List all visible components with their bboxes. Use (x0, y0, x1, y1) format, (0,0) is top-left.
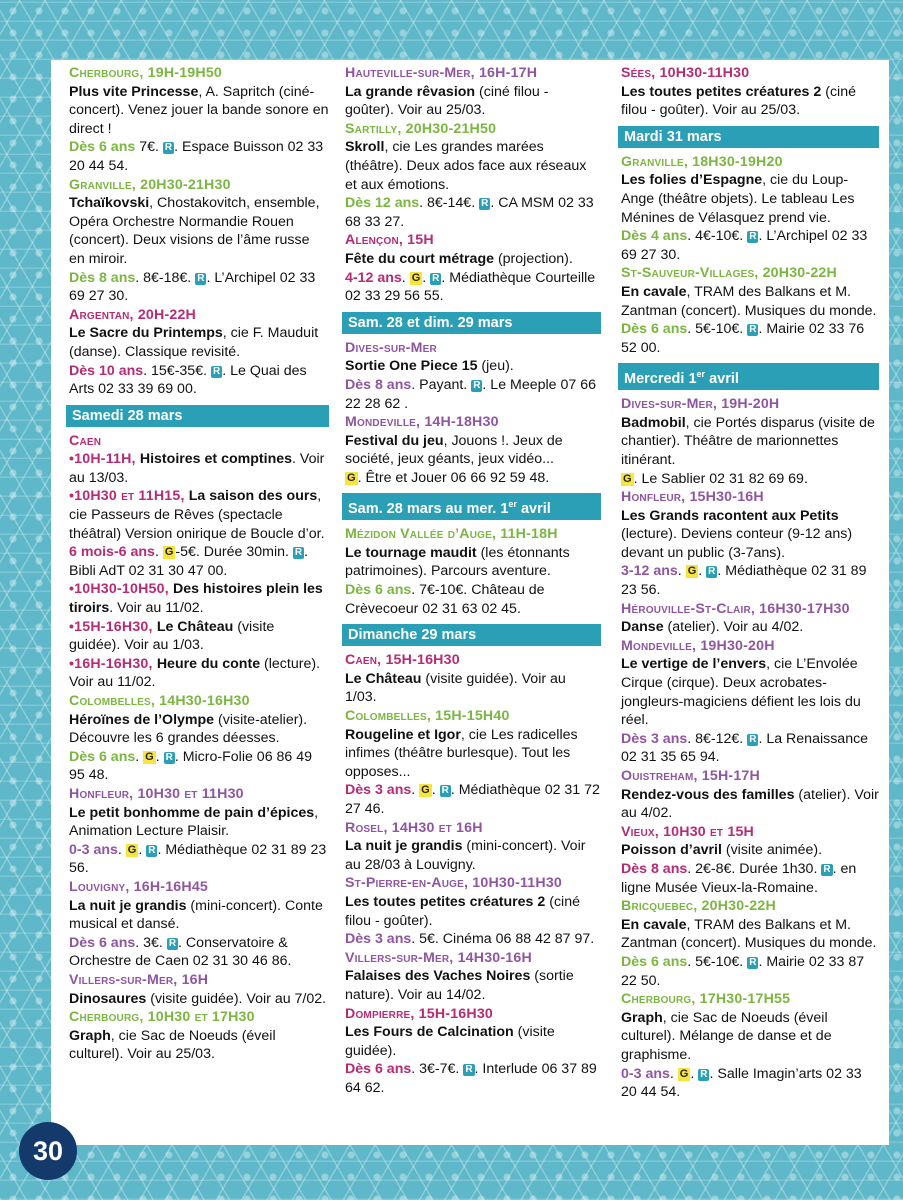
age-range: 4-12 ans (345, 269, 402, 286)
event-description: , Animation Lecture Plaisir. (69, 804, 319, 840)
separator: . (135, 748, 144, 765)
event-title: Les Fours de Calcination (345, 1024, 514, 1041)
event-location: Caen, 15H-16H30 (345, 652, 460, 669)
reservation-badge: R (441, 785, 449, 797)
separator: . (401, 269, 410, 286)
event-st-sauveur-cavale (621, 264, 879, 357)
event-title: Badmobil (621, 414, 686, 431)
price-info: . 4€-10€. (687, 228, 748, 245)
event-colombelles-rougeline (345, 707, 601, 819)
event-description: (sortie nature). Voir au 14/02. (345, 968, 574, 1003)
event-honfleur-bonhomme (69, 785, 329, 878)
event-location: Cherbourg, 19H-19H50 (69, 65, 223, 81)
event-location: Granville, 18H30-19H20 (621, 153, 783, 170)
reservation-badge: R (708, 566, 716, 578)
day-header-mardi-31: Mardi 31 mars (618, 126, 879, 148)
reservation-badge: R (749, 733, 757, 745)
venue-info: . en ligne Musée Vieux-la-Romaine. (621, 860, 857, 896)
event-rosel-nuit (345, 819, 601, 875)
event-title: Les folies d’Espagne (621, 172, 763, 189)
separator: . (117, 841, 126, 858)
age-range: Dès 3 ans (345, 931, 412, 948)
event-location: St-Sauveur-Villages, 20H30-22H (621, 265, 837, 282)
free-badge: G (421, 784, 430, 797)
price-info: . 5€-10€. (687, 953, 748, 970)
age-range: 0-3 ans (621, 1065, 670, 1082)
event-description: , cie Les radicelles infimes (théâtre burlesque). Tout les opposes... (345, 726, 578, 780)
event-sartilly-skroll (345, 120, 601, 232)
event-location: Rosel, 14H30 et 16H (345, 819, 483, 836)
venue-info: . Médiathèque 02 31 72 27 46. (345, 782, 600, 818)
price-info: . 3€. (135, 934, 167, 951)
age-range: Dès 6 ans (345, 582, 412, 599)
event-title: Le Sacre du Printemps (69, 325, 223, 342)
event-title: En cavale (621, 916, 687, 933)
event-caen-chateau (345, 651, 601, 707)
event-time: •16H-16H30, (69, 655, 157, 672)
free-badge: G (687, 565, 697, 578)
separator: . (138, 841, 147, 858)
separator: . (431, 782, 440, 799)
venue-info: . Espace Buisson 02 33 20 44 54. (69, 139, 324, 174)
event-location: Sées, 10H30-11H30 (621, 65, 750, 81)
free-badge: G (164, 546, 174, 559)
reservation-badge: R (212, 365, 221, 377)
reservation-badge: R (197, 272, 205, 284)
free-badge: G (411, 271, 421, 284)
event-louvigny-nuit (69, 878, 329, 971)
event-location: Ouistreham, 15H-17H (621, 768, 760, 785)
event-description: , cie L’Envolée Cirque (cirque). Deux acrobates-jongleurs-magiciens défient les lois du réel. (621, 656, 861, 729)
reservation-badge: R (294, 547, 303, 559)
event-cherbourg-graph (69, 1008, 329, 1064)
event-title: La saison des ours (188, 488, 318, 505)
column-2 (345, 64, 601, 1098)
day-header-dimanche-29: Dimanche 29 mars (342, 624, 601, 646)
venue-info: . Le Quai des Arts 02 33 39 69 00. (69, 362, 307, 398)
event-title: Histoires et comptines (139, 451, 293, 468)
event-villers-falaises (345, 949, 601, 1005)
header-text-end: avril (705, 371, 739, 388)
price-info: . 8€-18€. (135, 269, 196, 286)
event-title: Les toutes petites créatures 2 (345, 893, 546, 910)
event-location: St-Pierre-en-Auge, 10H30-11H30 (345, 875, 563, 892)
free-badge: G (623, 472, 632, 485)
event-location: Dives-sur-Mer, 19H-20H (621, 396, 780, 413)
event-description: . Voir au 11/02. (109, 600, 204, 617)
event-description: (atelier). Voir au 4/02. (663, 619, 804, 636)
event-title: Le Château (156, 618, 234, 635)
venue-info: . Médiathèque Courteille 02 33 29 56 55. (345, 269, 596, 305)
free-badge: G (127, 843, 137, 856)
event-title: Les toutes petites créatures 2 (621, 83, 822, 100)
age-range: Dès 3 ans (621, 730, 688, 747)
reservation-badge: R (168, 937, 177, 949)
event-title: Héroïnes de l’Olympe (69, 711, 215, 728)
age-range: Dès 6 ans (621, 953, 688, 970)
event-title: Dinosaures (69, 990, 147, 1007)
age-range: Dès 8 ans (345, 376, 412, 393)
event-title: Falaises des Vaches Noires (345, 968, 531, 985)
price-info: . 7€-10€. Château de Crèvecoeur 02 31 63 02 45. (345, 582, 545, 617)
separator: . (677, 563, 686, 580)
event-location: Hauteville-sur-Mer, 16H-17H (345, 65, 538, 81)
event-argentan-sacre (69, 306, 329, 399)
venue-info: . Interlude 06 37 89 64 62. (345, 1061, 597, 1096)
free-badge: G (145, 750, 154, 763)
event-location: Honfleur, 15H30-16H (621, 489, 764, 506)
event-description: , Chostakovitch, ensemble, Opéra Orchestre Normandie Rouen (concert). Deux visions de l’âme russe en miroir. (69, 195, 320, 267)
event-location: Villers-sur-Mer, 14H30-16H (345, 949, 532, 966)
header-sup: er (696, 369, 706, 380)
event-location: Dives-sur-Mer (345, 339, 437, 356)
venue-info: . Être et Jouer 06 66 92 59 48. (357, 469, 550, 486)
event-cherbourg-princesse (69, 64, 329, 176)
price-info: -5€. Durée 30min. (175, 544, 293, 561)
event-description: (visite guidée). (345, 1024, 555, 1059)
reservation-badge: R (465, 1064, 473, 1076)
age-range: Dès 3 ans (345, 782, 412, 799)
event-mondeville-vertige (621, 637, 879, 767)
age-range: Dès 8 ans (621, 860, 688, 877)
event-herouville-danse (621, 600, 879, 637)
event-description: (visite animée). (721, 842, 823, 859)
event-title: Le Château (345, 670, 422, 687)
event-title: Festival du jeu (345, 432, 444, 449)
event-description: , cie Sac de Noeuds (éveil culturel). Voir au 25/03. (69, 1027, 276, 1063)
event-description: (mini-concert). Voir au 28/03 à Louvigny. (345, 838, 586, 873)
age-range: 0-3 ans (69, 841, 118, 858)
agenda-page (51, 60, 889, 1145)
event-description: (visite guidée). Voir au 1/03. (69, 618, 275, 654)
event-colombelles-heroines (69, 692, 329, 785)
event-dompierre-fours (345, 1005, 601, 1098)
event-mezidon-tournage (345, 525, 601, 618)
event-title: La grande rêvasion (345, 83, 476, 100)
event-location: Colombelles, 14H30-16H30 (69, 693, 250, 709)
event-time: •10H30-10H50, (69, 581, 173, 598)
event-location: Alençon, 15H (345, 232, 434, 249)
event-title: Des histoires plein les tiroirs (69, 581, 323, 617)
event-dives-badmobil (621, 395, 879, 488)
event-title: Fête du court métrage (345, 250, 494, 267)
event-villers-dinosaures (69, 971, 329, 1008)
event-description: , Jouons !. Jeux de société, jeux géants, jeux vidéo... (345, 432, 563, 468)
day-header-sam-mer (342, 493, 601, 520)
separator: . (669, 1065, 678, 1082)
event-title: Graph (69, 1027, 111, 1044)
event-vieux-poisson (621, 823, 879, 897)
day-header-samedi-28: Samedi 28 mars (66, 405, 329, 427)
event-title: Le vertige de l’envers (621, 656, 767, 673)
event-sees-creatures (621, 64, 879, 120)
separator: . (690, 1065, 699, 1082)
event-location: Granville, 20H30-21H30 (69, 176, 231, 193)
event-description: (projection). (494, 250, 573, 267)
event-title: Danse (621, 619, 664, 636)
event-description: (mini-concert). Conte musical et dansé. (69, 897, 323, 933)
event-hauteville-revasion (345, 64, 601, 120)
venue-info: . Mairie 02 33 76 52 00. (621, 321, 865, 356)
price-info: . 5€-10€. (687, 321, 748, 338)
venue-info: . Conservatoire & Orchestre de Caen 02 31 30 46 86. (69, 934, 292, 970)
event-granville-tchaikovski (69, 176, 329, 306)
header-text: Mercredi 1 (624, 371, 697, 388)
age-range: Dès 6 ans (69, 748, 136, 765)
age-range: Dès 6 ans (69, 139, 136, 156)
venue-info: . CA MSM 02 33 68 33 27. (345, 195, 594, 230)
event-location: Vieux, 10H30 et 15H (621, 823, 754, 840)
price-info: 7€. (135, 139, 163, 156)
event-description: , cie Sac de Noeuds (éveil culturel). Mélange de danse et de graphisme. (621, 1009, 832, 1063)
event-location: Louvigny, 16H-16H45 (69, 878, 209, 895)
age-range: Dès 10 ans (69, 362, 144, 379)
event-description: , TRAM des Balkans et M. Zantman (concert). Musiques du monde. (621, 283, 877, 319)
price-info: . 3€-7€. (411, 1061, 464, 1078)
event-description: (lecture). Deviens conteur (9-12 ans) devant un public (3-7ans). (621, 526, 853, 561)
header-text-end: avril (516, 501, 551, 518)
price-info: . 8€-14€. (419, 195, 480, 212)
venue-info: . Le Meeple 07 66 22 28 62 . (345, 376, 597, 412)
event-dives-one-piece (345, 339, 601, 413)
event-description: , cie Passeurs de Rêves (spectacle théâtral) Version onirique de Boucle d’or. (69, 488, 325, 542)
age-range: Dès 8 ans (69, 269, 136, 286)
reservation-badge: R (164, 142, 173, 154)
event-description: , cie Portés disparus (visite de chantier). Théâtre de marionnettes itinérant. (621, 414, 875, 468)
event-caen-samedi (69, 432, 329, 692)
venue-info: . L’Archipel 02 33 69 27 30. (69, 269, 316, 305)
column-3 (621, 64, 879, 1102)
event-description: (ciné filou - goûter). (345, 893, 580, 929)
event-title: Les Grands racontent aux Petits (621, 507, 839, 524)
age-range: Dès 6 ans (621, 321, 688, 338)
event-description: (visite guidée). Voir au 1/03. (345, 670, 566, 706)
price-info: . 2€-8€. Durée 1h30. (687, 860, 822, 877)
venue-info: . Bibli AdT 02 31 30 47 00. (69, 544, 309, 579)
venue-info: . La Renaissance 02 31 35 65 94. (621, 730, 869, 766)
event-location: Mondeville, 14H-18H30 (345, 414, 499, 431)
event-time: •15H-16H30, (69, 618, 157, 635)
event-description: (jeu). (477, 358, 514, 375)
header-sup: er (508, 499, 517, 510)
event-granville-folies (621, 153, 879, 265)
header-text: Sam. 28 mars au mer. 1 (348, 501, 509, 518)
venue-info: . Le Sablier 02 31 82 69 69. (633, 470, 808, 487)
event-title: Rendez-vous des familles (621, 786, 795, 803)
separator: . (154, 544, 163, 561)
reservation-badge: R (148, 844, 156, 856)
event-title: Skroll (345, 139, 385, 156)
day-header-sam-dim: Sam. 28 et dim. 29 mars (342, 312, 601, 334)
free-badge: G (347, 471, 356, 484)
event-description: (les étonnants patrimoines). Parcours aventure. (345, 544, 570, 580)
venue-info: . Médiathèque 02 31 89 23 56. (621, 563, 867, 599)
event-description: (ciné filou - goûter). Voir au 25/03. (345, 83, 549, 119)
event-location: Mondeville, 19H30-20H (621, 637, 775, 654)
event-description: . Voir au 13/03. (69, 451, 325, 486)
separator: . (411, 782, 420, 799)
event-location: Cherbourg, 17H30-17H55 (621, 991, 791, 1008)
price-info: . Payant. (411, 376, 472, 393)
event-mondeville-festival-jeu (345, 413, 601, 487)
age-range: 6 mois-6 ans (69, 544, 155, 561)
venue-info: . L’Archipel 02 33 69 27 30. (621, 228, 868, 263)
event-description: (lecture). Voir au 11/02. (69, 655, 321, 691)
separator: . (698, 563, 707, 580)
event-ouistreham-rdv (621, 767, 879, 823)
event-title: Sortie One Piece 15 (345, 358, 478, 375)
event-description: (ciné filou - goûter). Voir au 25/03. (621, 83, 856, 119)
venue-info: . Médiathèque 02 31 89 23 56. (69, 841, 327, 877)
reservation-badge: R (700, 1068, 708, 1080)
reservation-badge: R (749, 324, 757, 336)
event-st-pierre-creatures (345, 874, 601, 948)
reservation-badge: R (481, 198, 489, 210)
event-cherbourg-graph-mer (621, 990, 879, 1102)
event-location: Argentan, 20H-22H (69, 306, 197, 323)
event-description: , cie du Loup-Ange (théâtre objets). Le tableau Les Ménines de Vélasquez prend vie. (621, 172, 855, 226)
event-title: Plus vite Princesse (69, 83, 199, 100)
reservation-badge: R (473, 379, 481, 391)
reservation-badge: R (165, 751, 173, 763)
event-description: , A. Sapritch (ciné-concert). Venez jouer la bande sonore en direct ! (69, 83, 329, 137)
age-range: Dès 4 ans (621, 228, 688, 245)
venue-info: . Micro-Folie 06 86 49 95 48. (69, 748, 313, 784)
event-location: Caen (69, 432, 102, 449)
event-title: Poisson d’avril (621, 842, 722, 859)
event-description: (visite guidée). Voir au 7/02. (146, 990, 327, 1007)
event-location: Villers-sur-Mer, 16H (69, 971, 209, 988)
page-number: 30 (19, 1122, 77, 1180)
event-description: (visite-atelier). Découvre les 6 grandes déesses. (69, 711, 308, 747)
event-description: , cie F. Mauduit (danse). Classique revisité. (69, 325, 319, 360)
reservation-badge: R (432, 272, 440, 284)
reservation-badge: R (749, 956, 757, 968)
event-location: Mézidon Vallée d’Auge, 11H-18H (345, 526, 558, 543)
age-range: 3-12 ans (621, 563, 678, 580)
event-title: Rougeline et Igor (345, 726, 461, 743)
venue-info: . Mairie 02 33 87 22 50. (621, 953, 865, 989)
event-location: Sartilly, 20H30-21H50 (345, 120, 497, 137)
free-badge: G (679, 1067, 689, 1080)
event-location: Dompierre, 15H-16H30 (345, 1005, 494, 1022)
event-location: Colombelles, 15H-15H40 (345, 708, 510, 725)
column-1 (69, 64, 329, 1064)
event-honfleur-grands (621, 488, 879, 600)
event-title: Le tournage maudit (345, 544, 477, 561)
event-description: (atelier). Voir au 4/02. (621, 786, 879, 822)
event-title: Heure du conte (156, 655, 261, 672)
event-description: , TRAM des Balkans et M. Zantman (concert). Musiques du monde. (621, 916, 877, 952)
venue-info: . Salle Imagin’arts 02 33 20 44 54. (621, 1065, 862, 1101)
price-info: . 5€. Cinéma 06 88 42 87 97. (411, 931, 595, 948)
event-title: Tchaïkovski (69, 195, 150, 212)
event-description: , cie Les grandes marées (théâtre). Deux ados face aux réseaux et aux émotions. (345, 139, 587, 193)
price-info: . 8€-12€. (687, 730, 748, 747)
reservation-badge: R (749, 231, 757, 243)
separator: . (422, 269, 431, 286)
reservation-badge: R (823, 863, 831, 875)
day-header-mercredi-1 (618, 363, 879, 390)
event-title: La nuit je grandis (69, 897, 187, 914)
event-title: En cavale (621, 283, 687, 300)
event-location: Hérouville-St-Clair, 16H30-17H30 (621, 600, 850, 617)
age-range: Dès 12 ans (345, 195, 420, 212)
event-location: Bricquebec, 20H30-22H (621, 898, 776, 915)
price-info: . 15€-35€. (143, 362, 211, 379)
event-location: Honfleur, 10H30 et 11H30 (69, 785, 244, 802)
age-range: Dès 6 ans (345, 1061, 412, 1078)
age-range: Dès 6 ans (69, 934, 136, 951)
event-title: Le petit bonhomme de pain d’épices (69, 804, 315, 821)
event-location: Cherbourg, 10H30 et 17H30 (69, 1009, 255, 1026)
separator: . (155, 748, 164, 765)
event-time: •10H30 et 11H15, (69, 488, 189, 505)
event-time: •10H-11H, (69, 451, 140, 468)
event-title: La nuit je grandis (345, 838, 463, 855)
event-title: Graph (621, 1009, 663, 1026)
event-bricquebec-cavale (621, 897, 879, 990)
event-alencon-court-metrage (345, 231, 601, 305)
